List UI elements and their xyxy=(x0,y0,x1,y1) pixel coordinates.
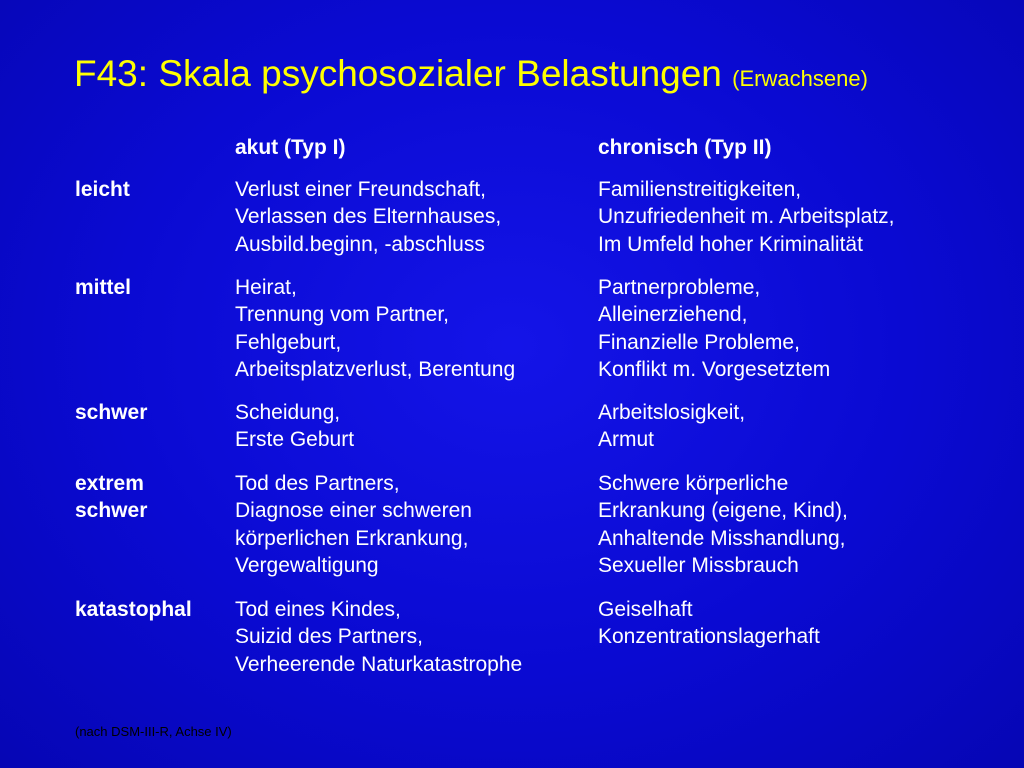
title-text: F43: Skala psychosozialer Belastungen xyxy=(74,53,722,94)
severity-cell xyxy=(75,399,147,426)
chronic-item: Familienstreitigkeiten, xyxy=(598,178,802,201)
chronic-item: Geiselhaft xyxy=(598,598,693,621)
chronic-item: Partnerprobleme, xyxy=(598,276,761,299)
chronic-item: Anhaltende Misshandlung, xyxy=(598,526,846,550)
chronic-cell xyxy=(598,596,820,651)
acute-item: Fehlgeburt, xyxy=(235,330,342,354)
acute-item: körperlichen Erkrankung, xyxy=(235,526,469,550)
severity-cell xyxy=(75,596,192,623)
severity-label: schwer xyxy=(75,401,148,424)
acute-item: Diagnose einer schweren xyxy=(235,499,472,523)
acute-item: Verlust einer Freundschaft, xyxy=(235,178,486,201)
header-acute: akut (Typ I) xyxy=(235,136,346,159)
severity-label: extrem xyxy=(75,472,144,495)
acute-cell xyxy=(235,470,472,579)
header-chronic: chronisch (Typ II) xyxy=(598,136,772,159)
severity-cell xyxy=(75,176,130,203)
chronic-cell xyxy=(598,176,894,258)
chronic-item: Im Umfeld hoher Kriminalität xyxy=(598,232,863,256)
acute-item: Erste Geburt xyxy=(235,428,355,452)
title-subtitle: (Erwachsene) xyxy=(732,66,868,91)
chronic-item: Konflikt m. Vorgesetztem xyxy=(598,357,831,381)
chronic-cell xyxy=(598,274,830,383)
acute-item: Tod des Partners, xyxy=(235,472,400,495)
severity-cell xyxy=(75,274,131,301)
chronic-cell xyxy=(598,399,745,454)
severity-label: schwer xyxy=(75,499,148,523)
chronic-item: Finanzielle Probleme, xyxy=(598,330,800,354)
acute-item: Ausbild.beginn, -abschluss xyxy=(235,232,485,256)
chronic-item: Schwere körperliche xyxy=(598,472,789,495)
severity-label: leicht xyxy=(75,178,130,201)
acute-cell xyxy=(235,596,522,678)
acute-item: Scheidung, xyxy=(235,401,341,424)
chronic-item: Alleinerziehend, xyxy=(598,303,748,327)
acute-item: Heirat, xyxy=(235,276,297,299)
acute-cell xyxy=(235,176,501,258)
acute-cell xyxy=(235,274,515,383)
acute-cell xyxy=(235,399,354,454)
severity-label: mittel xyxy=(75,276,132,299)
chronic-item: Sexueller Missbrauch xyxy=(598,553,799,577)
chronic-cell xyxy=(598,470,848,579)
acute-item: Verlassen des Elternhauses, xyxy=(235,205,502,229)
chronic-item: Unzufriedenheit m. Arbeitsplatz, xyxy=(598,205,895,229)
chronic-item: Arbeitslosigkeit, xyxy=(598,401,746,424)
chronic-item: Erkrankung (eigene, Kind), xyxy=(598,499,848,523)
chronic-item: Armut xyxy=(598,428,655,452)
acute-item: Vergewaltigung xyxy=(235,553,379,577)
severity-cell xyxy=(75,470,147,525)
acute-item: Arbeitsplatzverlust, Berentung xyxy=(235,357,516,381)
acute-item: Verheerende Naturkatastrophe xyxy=(235,652,523,676)
acute-item: Suizid des Partners, xyxy=(235,625,423,649)
severity-label: katastophal xyxy=(75,598,192,621)
chronic-item: Konzentrationslagerhaft xyxy=(598,625,820,649)
acute-item: Trennung vom Partner, xyxy=(235,303,449,327)
source-footnote: (nach DSM-III-R, Achse IV) xyxy=(75,724,232,739)
acute-item: Tod eines Kindes, xyxy=(235,598,401,621)
